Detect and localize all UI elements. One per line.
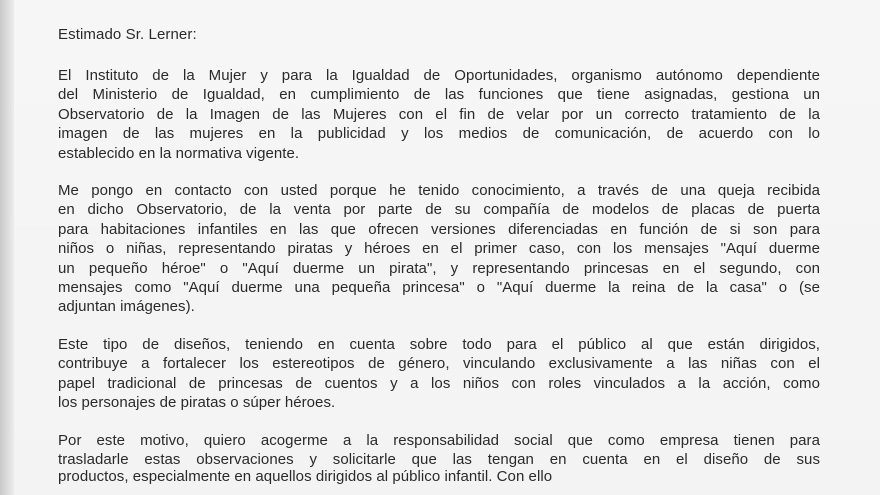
paragraph-line: para habitaciones infantiles en las que ofrecen versiones diferenciadas en función de si son para bbox=[58, 220, 820, 238]
paragraph-line: establecido en la normativa vigente. bbox=[58, 144, 300, 162]
paragraph-line: papel tradicional de princesas de cuentos y a los niños con roles vinculados a la acción, como bbox=[58, 374, 820, 392]
letter-body bbox=[58, 25, 820, 495]
letter-greeting: Estimado Sr. Lerner: bbox=[58, 26, 197, 43]
paragraph-line: imagen de las mujeres en la publicidad y los medios de comunicación, de acuerdo con lo bbox=[58, 125, 820, 143]
page-edge-shadow bbox=[0, 0, 14, 495]
paragraph-line: los personajes de piratas o súper héroes. bbox=[58, 394, 336, 412]
paragraph-line: un pequeño héroe" o "Aquí duerme un pirata", y representando princesas en el segundo, con bbox=[58, 259, 820, 277]
paragraph-2 bbox=[58, 181, 820, 317]
paragraph-1 bbox=[58, 66, 820, 163]
paragraph-line: adjuntan imágenes). bbox=[58, 298, 195, 316]
paragraph-line: El Instituto de la Mujer y para la Igualdad de Oportunidades, organismo autónomo dependiente bbox=[58, 67, 820, 84]
paragraph-line: Me pongo en contacto con usted porque he tenido conocimiento, a través de una queja recibida bbox=[58, 182, 820, 200]
paragraph-line: en dicho Observatorio, de la venta por parte de su compañía de modelos de placas de puerta bbox=[58, 201, 820, 219]
paragraph-4 bbox=[58, 431, 820, 489]
paragraph-line: productos, especialmente en aquellos dirigidos al público infantil. Con ello bbox=[58, 468, 553, 486]
paragraph-line: Este tipo de diseños, teniendo en cuenta sobre todo para el público al que están dirigidos, bbox=[58, 335, 820, 353]
paragraph-line: Observatorio de la Imagen de las Mujeres con el fin de velar por un correcto tratamiento de la bbox=[58, 105, 820, 123]
paragraph-line: contribuye a fortalecer los estereotipos de género, vinculando exclusivamente a las niñas con el bbox=[58, 355, 820, 373]
paragraph-line: mensajes como "Aquí duerme una pequeña princesa" o "Aquí duerme la reina de la casa" o (se bbox=[58, 279, 820, 297]
paragraph-line: Por este motivo, quiero acogerme a la responsabilidad social que como empresa tienen para bbox=[58, 431, 820, 449]
paragraph-line: del Ministerio de Igualdad, en cumplimiento de las funciones que tiene asignadas, gestiona un bbox=[58, 86, 820, 104]
paragraph-line: niños o niñas, representando piratas y héroes en el primer caso, con los mensajes "Aquí duerme bbox=[58, 240, 820, 258]
paragraph-line: trasladarle estas observaciones y solicitarle que las tengan en cuenta en el diseño de sus bbox=[58, 450, 820, 468]
paragraph-3 bbox=[58, 335, 820, 413]
